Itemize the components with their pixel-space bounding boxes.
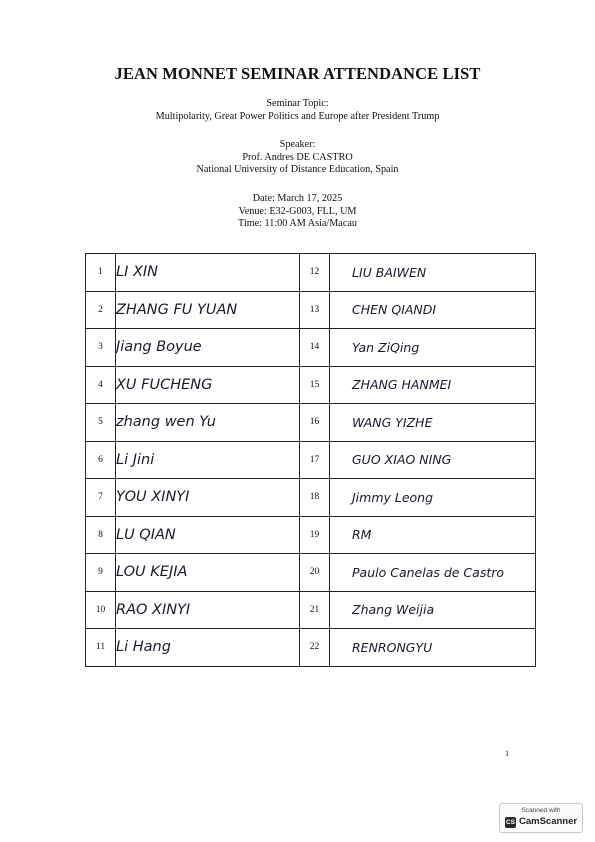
camscanner-logo-icon: CS — [505, 819, 516, 826]
event-time: Time: 11:00 AM Asia/Macau — [238, 218, 357, 230]
watermark-caption: Scanned with — [521, 807, 561, 814]
row-number: 7 — [86, 479, 116, 517]
speaker-label: Speaker: — [279, 139, 316, 150]
table-row — [86, 404, 536, 442]
document-title: JEAN MONNET SEMINAR ATTENDANCE LIST — [114, 64, 481, 83]
attendee-signature: CHEN QIANDI — [330, 291, 536, 329]
row-number: 20 — [300, 554, 330, 592]
table-row — [86, 554, 536, 592]
row-number: 12 — [300, 254, 330, 292]
row-number: 6 — [86, 441, 116, 479]
event-details-block — [0, 193, 595, 231]
row-number: 11 — [86, 629, 116, 667]
row-number: 3 — [86, 329, 116, 367]
attendee-signature: LI XIN — [116, 254, 300, 292]
attendee-signature: LIU BAIWEN — [330, 254, 536, 292]
row-number: 15 — [300, 366, 330, 404]
attendee-signature: ZHANG HANMEI — [330, 366, 536, 404]
table-row — [86, 366, 536, 404]
page-number: 1 — [505, 749, 509, 758]
row-number: 16 — [300, 404, 330, 442]
row-number: 5 — [86, 404, 116, 442]
attendee-signature: Jimmy Leong — [330, 479, 536, 517]
attendee-signature: RM — [330, 516, 536, 554]
row-number: 10 — [86, 591, 116, 629]
attendee-signature: WANG YIZHE — [330, 404, 536, 442]
row-number: 1 — [86, 254, 116, 292]
attendee-signature: XU FUCHENG — [116, 366, 300, 404]
attendee-signature: Yan ZiQing — [330, 329, 536, 367]
row-number: 2 — [86, 291, 116, 329]
attendee-signature: LU QIAN — [116, 516, 300, 554]
attendee-signature: Zhang Weijia — [330, 591, 536, 629]
watermark-brand: CamScanner — [519, 816, 578, 827]
row-number: 21 — [300, 591, 330, 629]
speaker-block — [0, 139, 595, 177]
row-number: 22 — [300, 629, 330, 667]
speaker-affiliation: National University of Distance Education, Spain — [196, 164, 399, 176]
speaker-name: Prof. Andres DE CASTRO — [242, 151, 353, 163]
event-venue: Venue: E32-G003, FLL, UM — [238, 205, 357, 217]
attendee-signature: RAO XINYI — [116, 591, 300, 629]
attendee-signature: ZHANG FU YUAN — [116, 291, 300, 329]
camscanner-watermark — [499, 803, 583, 833]
table-row — [86, 591, 536, 629]
row-number: 8 — [86, 516, 116, 554]
row-number: 18 — [300, 479, 330, 517]
attendee-signature: RENRONGYU — [330, 629, 536, 667]
attendance-table — [85, 253, 536, 667]
attendee-signature: zhang wen Yu — [116, 404, 300, 442]
seminar-topic-label: Seminar Topic: — [266, 98, 329, 109]
attendee-signature: Li Jini — [116, 441, 300, 479]
row-number: 17 — [300, 441, 330, 479]
seminar-topic-block — [0, 98, 595, 123]
attendee-signature: Li Hang — [116, 629, 300, 667]
attendee-signature: LOU KEJIA — [116, 554, 300, 592]
attendee-signature: YOU XINYI — [116, 479, 300, 517]
table-row — [86, 291, 536, 329]
table-row — [86, 441, 536, 479]
row-number: 9 — [86, 554, 116, 592]
table-row — [86, 254, 536, 292]
attendee-signature: Jiang Boyue — [116, 329, 300, 367]
attendee-signature: GUO XIAO NING — [330, 441, 536, 479]
row-number: 19 — [300, 516, 330, 554]
table-row — [86, 329, 536, 367]
seminar-topic: Multipolarity, Great Power Politics and Europe after President Trump — [155, 110, 440, 122]
event-date: Date: March 17, 2025 — [252, 193, 343, 204]
row-number: 13 — [300, 291, 330, 329]
attendee-signature: Paulo Canelas de Castro — [330, 554, 536, 592]
row-number: 14 — [300, 329, 330, 367]
table-row — [86, 516, 536, 554]
row-number: 4 — [86, 366, 116, 404]
table-row — [86, 629, 536, 667]
table-row — [86, 479, 536, 517]
